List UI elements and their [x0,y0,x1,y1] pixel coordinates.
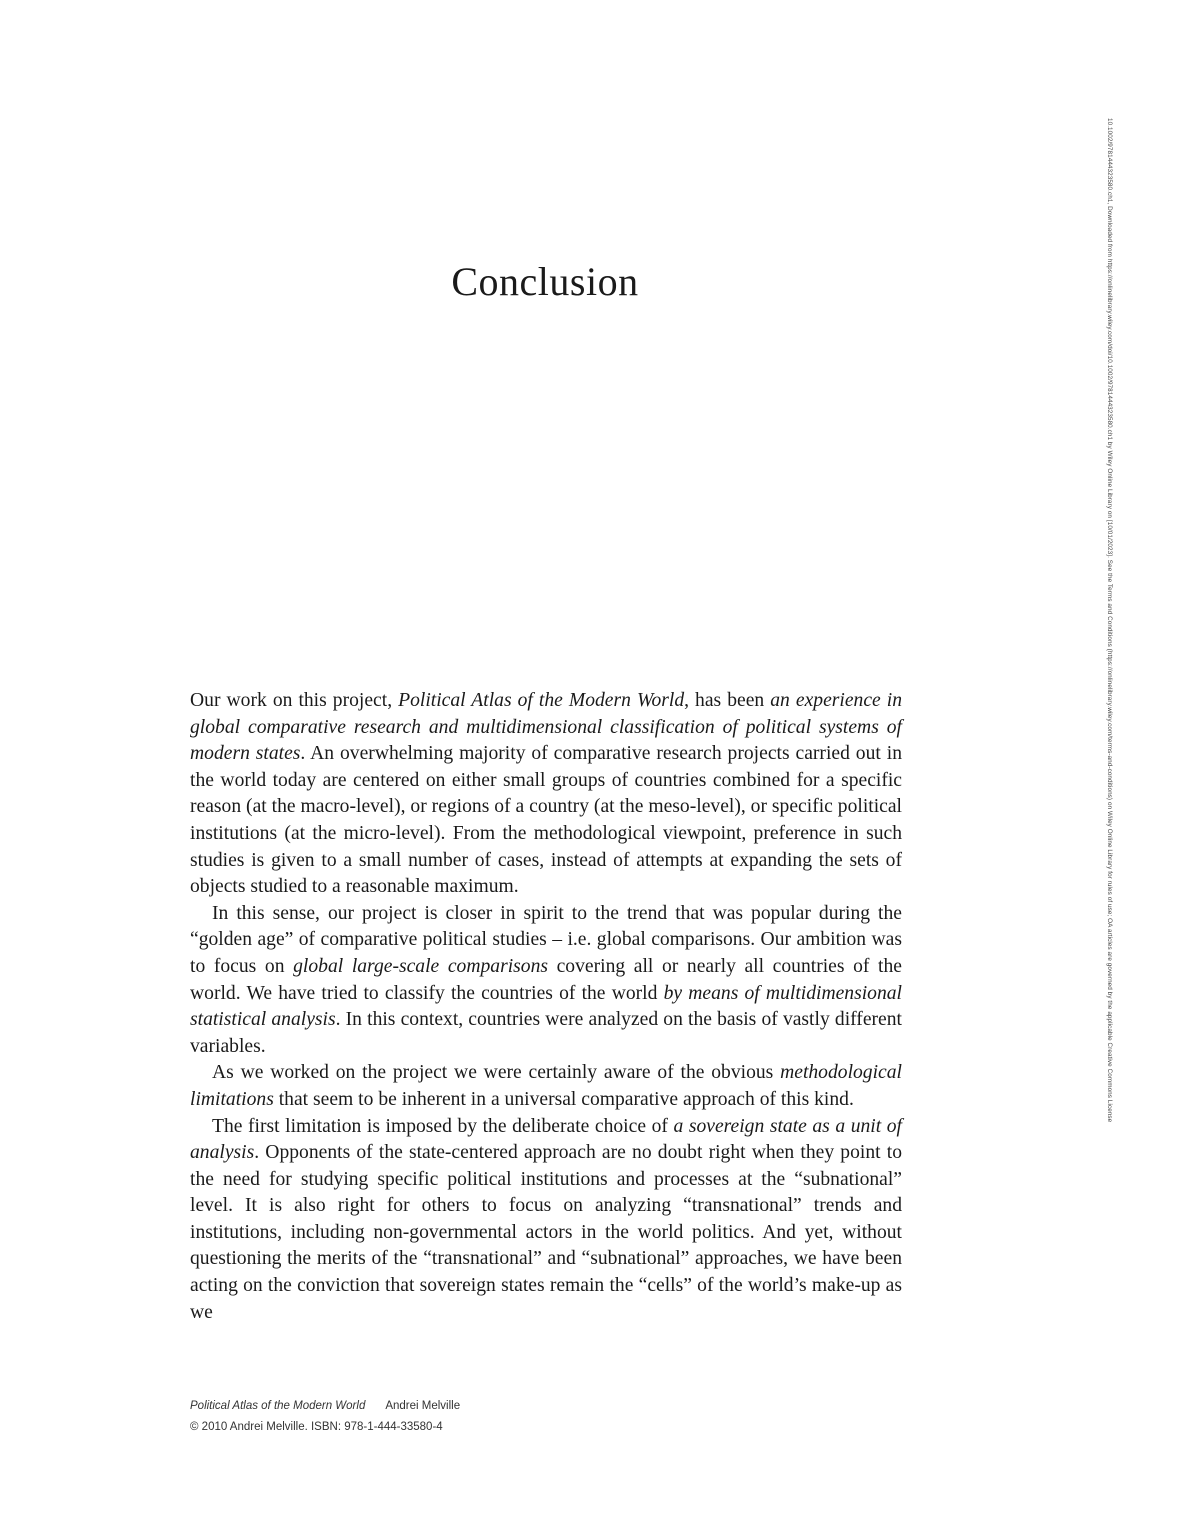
download-notice-text: 10.1002/9781444323580.ch1, Downloaded from https://onlinelibrary.wiley.com/doi/10.1002/9781444323580.ch1 by Wiley Online Library on [10/01/2023]. See the Terms and Conditions (https://onlinelibrary.wiley.com/terms-and-conditions) on Wiley Online Library for rules of use; OA articles are governed by the applicable Creative Commons License [1106,118,1113,1123]
footer-author: Andrei Melville [385,1400,461,1412]
emphasized-text: Political Atlas of the Modern World [398,690,685,711]
paragraph-text: that seem to be inherent in a universal comparative approach of this kind. [273,1088,854,1110]
paragraph-text: In this sense, our project is closer in spirit to the trend that was popular during the “golden age” of comparative political studies – i.e. global comparisons. Our ambition was to focus on [190,902,902,977]
body-text [190,688,902,1326]
paragraph-text: covering all or nearly all countries of the world. We have tried to classify the countries of the world [190,955,902,1004]
footer-citation-line [190,1396,460,1417]
emphasized-text: global large-scale comparisons [293,955,548,977]
body-paragraph [190,901,902,1061]
emphasized-text: an experience in global comparative research and multidimensional classification of political systems of modern states [190,690,903,765]
paragraph-text: . In this context, countries were analyzed on the basis of vastly different variables. [190,1009,902,1057]
download-notice-margin [1101,118,1113,1438]
emphasized-text: by means of multidimensional statistical analysis [190,982,903,1031]
paragraph-text: As we worked on the project we were certainly aware of the obvious [212,1062,781,1084]
body-paragraph [190,1060,902,1113]
paragraph-text: The first limitation is imposed by the deliberate choice of [212,1115,674,1137]
paragraph-text: Our work on this project, [190,690,399,711]
body-paragraph [190,1114,902,1327]
paragraph-text: , has been [684,690,771,711]
chapter-title: Conclusion [451,259,639,304]
emphasized-text: a sovereign state as a unit of analysis [190,1115,902,1164]
paragraph-text: . An overwhelming majority of comparative research projects carried out in the world today are centered on either small groups of countries combined for a specific reason (at the macro-level), or regions of a country (at the meso-level), or specific political institutions (at the micro-level). From the methodological viewpoint, preference in such studies is given to a small number of cases, instead of attempts at expanding the sets of objects studied to a reasonable maximum. [190,743,902,898]
paragraph-text: . Opponents of the state-centered approach are no doubt right when they point to the need for studying specific political institutions and processes at the “subnational” level. It is also right for others to focus on analyzing “transnational” trends and institutions, including non-governmental actors in the world politics. And yet, without questioning the merits of the “transnational” and “subnational” approaches, we have been acting on the conviction that sovereign states remain the “cells” of the world’s make-up as we [190,1142,902,1323]
emphasized-text: methodological limitations [190,1062,902,1110]
footer-book-title: Political Atlas of the Modern World [190,1400,366,1412]
page-footer [190,1396,460,1438]
footer-copyright: © 2010 Andrei Melville. ISBN: 978-1-444-33580-4 [190,1421,443,1433]
body-paragraph [190,688,902,901]
